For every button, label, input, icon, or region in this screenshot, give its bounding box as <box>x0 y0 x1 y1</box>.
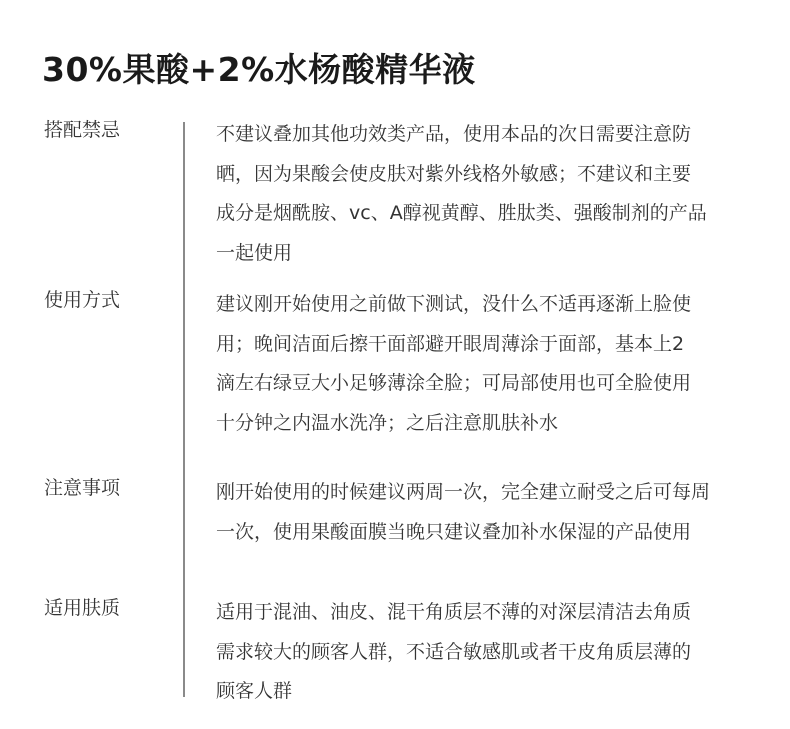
body-line: 不建议叠加其他功效类产品，使用本品的次日需要注意防 <box>216 123 692 145</box>
body-line: 刚开始使用的时候建议两周一次，完全建立耐受之后可每周 <box>216 481 711 503</box>
section-body <box>216 285 762 443</box>
body-line: 需求较大的顾客人群，不适合敏感肌或者干皮角质层薄的 <box>216 640 692 663</box>
body-line: 用；晚间洁面后擦干面部避开眼周薄涂于面部，基本上2 <box>216 332 685 355</box>
body-line: 顾客人群 <box>216 680 293 702</box>
body-line: 成分是烟酰胺、vc、A醇视黄醇、胜肽类、强酸制剂的产品 <box>216 202 707 224</box>
body-line: 十分钟之内温水洗净；之后注意肌肤补水 <box>216 411 559 434</box>
body-line: 晒，因为果酸会使皮肤对紫外线格外敏感；不建议和主要 <box>216 162 692 185</box>
section-body <box>216 115 762 273</box>
section-body <box>216 473 762 552</box>
section-label: 注意事项 <box>44 477 121 499</box>
section-label: 适用肤质 <box>44 597 121 619</box>
section-body <box>216 593 762 712</box>
vertical-divider <box>183 122 185 697</box>
section-label: 搭配禁忌 <box>44 119 121 141</box>
body-line: 一次，使用果酸面膜当晚只建议叠加补水保湿的产品使用 <box>216 520 692 543</box>
body-line: 建议刚开始使用之前做下测试，没什么不适再逐渐上脸使 <box>216 293 692 315</box>
page-title: 30%果酸+2%水杨酸精华液 <box>42 50 476 89</box>
body-line: 一起使用 <box>216 241 293 264</box>
section-label: 使用方式 <box>44 289 121 311</box>
body-line: 滴左右绿豆大小足够薄涂全脸；可局部使用也可全脸使用 <box>216 372 692 394</box>
body-line: 适用于混油、油皮、混干角质层不薄的对深层清洁去角质 <box>216 601 692 623</box>
